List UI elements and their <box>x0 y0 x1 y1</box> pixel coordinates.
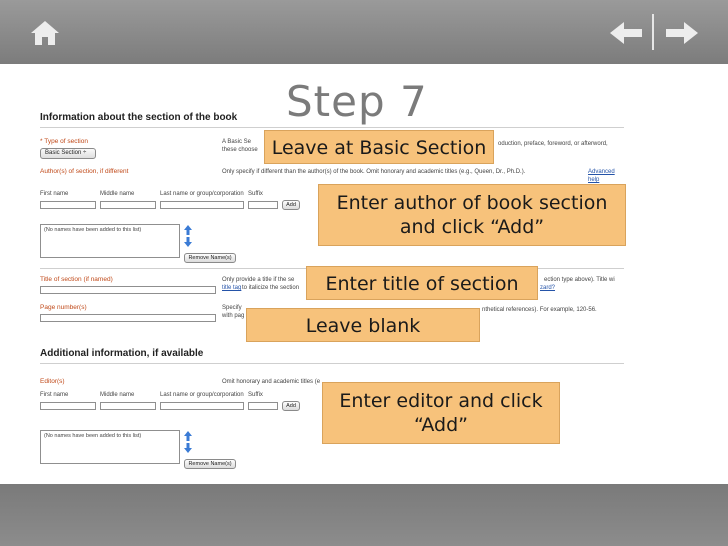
callout-leave-blank <box>246 308 480 342</box>
callout-text: Enter author of book section <box>336 192 608 214</box>
type-help-2: these choose <box>222 147 258 153</box>
first-name-label: First name <box>40 191 69 197</box>
title-label: Title of section (if named) <box>40 276 113 283</box>
author-suffix-input[interactable] <box>248 201 278 209</box>
title-help-2: to italicize the section <box>242 285 300 291</box>
type-help-right: oduction, preface, foreword, or afterword, <box>498 141 608 147</box>
callout-text: “Add” <box>413 414 469 436</box>
middle-name-label: Middle name <box>100 392 135 398</box>
divider <box>40 363 624 364</box>
author-first-name-input[interactable] <box>40 201 96 209</box>
callout-editor <box>322 382 560 444</box>
section-title-input[interactable] <box>40 286 216 294</box>
authors-listbox[interactable]: (No names have been added to this list) <box>40 224 180 258</box>
remove-authors-button[interactable]: Remove Name(s) <box>184 253 236 263</box>
authors-help: Only specify if different than the author(s) of the book. Omit honorary and academic titles (e.g., Queen, Dr., Ph.D.). <box>222 169 526 175</box>
editor-middle-name-input[interactable] <box>100 402 156 410</box>
home-icon[interactable] <box>28 18 62 48</box>
pages-help-right: nthetical references). For example, 120-56. <box>482 307 597 313</box>
last-name-label: Last name or group/corporation <box>160 191 244 197</box>
pages-help: Specify <box>222 305 242 311</box>
type-help: A Basic Se <box>222 139 252 145</box>
section-type-select[interactable]: Basic Section ÷ <box>40 148 96 159</box>
advanced-help-link[interactable]: Advanced help <box>588 169 615 183</box>
editors-listbox[interactable]: (No names have been added to this list) <box>40 430 180 464</box>
title-tag-link[interactable]: title tag <box>222 285 242 291</box>
callout-basic-section <box>264 130 494 164</box>
type-label: * Type of section <box>40 138 88 145</box>
callout-author <box>318 184 626 246</box>
last-name-label: Last name or group/corporation <box>160 392 244 398</box>
callout-text: Leave blank <box>305 315 421 337</box>
editor-first-name-input[interactable] <box>40 402 96 410</box>
section-heading: Information about the section of the book <box>40 112 238 123</box>
title-help: Only provide a title if the se <box>222 277 295 283</box>
suffix-label: Suffix <box>248 392 263 398</box>
editors-label: Editor(s) <box>40 378 65 385</box>
bottom-bar <box>0 484 728 546</box>
move-down-icon[interactable] <box>184 443 192 453</box>
author-middle-name-input[interactable] <box>100 201 156 209</box>
middle-name-label: Middle name <box>100 191 135 197</box>
top-toolbar <box>0 0 728 64</box>
editors-help: Omit honorary and academic titles (e <box>222 379 321 385</box>
title-wizard-link[interactable]: zard? <box>540 285 556 291</box>
move-up-icon[interactable] <box>184 431 192 441</box>
editor-last-name-input[interactable] <box>160 402 244 410</box>
add-editor-button[interactable]: Add <box>282 401 300 411</box>
authors-label: Author(s) of section, if different <box>40 168 129 175</box>
move-up-icon[interactable] <box>184 225 192 235</box>
arrow-left-icon[interactable] <box>608 18 644 48</box>
callout-title <box>306 266 538 300</box>
arrow-right-icon[interactable] <box>664 18 700 48</box>
slide-title: Step 7 <box>286 77 428 126</box>
callout-text: Enter editor and click <box>339 390 543 412</box>
nav-divider <box>652 14 654 50</box>
pages-label: Page number(s) <box>40 304 87 311</box>
pages-help-2: with pag <box>222 313 245 319</box>
page-numbers-input[interactable] <box>40 314 216 322</box>
callout-text: and click “Add” <box>399 216 545 238</box>
first-name-label: First name <box>40 392 69 398</box>
callout-text: Enter title of section <box>325 273 519 295</box>
editor-suffix-input[interactable] <box>248 402 278 410</box>
move-down-icon[interactable] <box>184 237 192 247</box>
section-heading: Additional information, if available <box>40 348 204 359</box>
suffix-label: Suffix <box>248 191 263 197</box>
remove-editors-button[interactable]: Remove Name(s) <box>184 459 236 469</box>
author-last-name-input[interactable] <box>160 201 244 209</box>
title-help-right: ection type above). Title wi <box>544 277 615 283</box>
add-author-button[interactable]: Add <box>282 200 300 210</box>
callout-text: Leave at Basic Section <box>271 137 487 159</box>
